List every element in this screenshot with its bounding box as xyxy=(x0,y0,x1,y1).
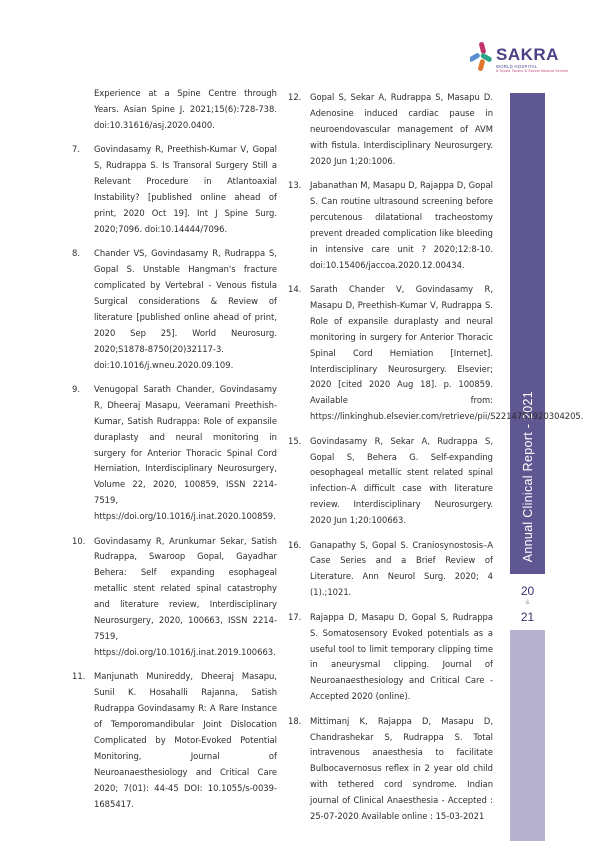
reference-number: 14. xyxy=(288,283,302,294)
sidebar-band-bottom xyxy=(510,630,545,841)
reference-item xyxy=(72,382,277,525)
logo-mark-icon xyxy=(470,40,494,74)
reference-text: Rajappa D, Masapu D, Gopal S, Rudrappa S. Somatosensory Evoked potentials as a useful tool to limit temporary clipping time in aneurysmal clipping. Journal of Neuroanaesthesiology and Critical Care - Accepted 2020 (online). xyxy=(310,611,493,702)
reference-item xyxy=(72,246,277,373)
page-number-block xyxy=(510,574,545,630)
reference-text: Govindasamy R, Preethish-Kumar V, Gopal S, Rudrappa S. Is Transoral Surgery Still a Relevant Procedure in Atlantoaxial Instability? [published online ahead of print, 2020 Oct 19]. Int J Spine Surg. 2020;7096. doi:10.14444/7096. xyxy=(94,144,277,234)
reference-text: Gopal S, Sekar A, Rudrappa S, Masapu D. Adenosine induced cardiac pause in neuroendovascular management of AVM with fistula. Interdisciplinary Neurosurgery. 2020 Jun 1;20:1006. xyxy=(310,92,493,166)
logo-name: SAKRA xyxy=(496,45,559,64)
references-left-column xyxy=(72,86,277,812)
reference-text: Govindasamy R, Arunkumar Sekar, Satish Rudrappa, Swaroop Gopal, Gayadhar Behera: Self expanding esophageal metallic stent related spinal catastrophy and literature review, Interdisciplinary Neurosurgery, 2020, 100663, ISSN 2214-7519, https://doi.org/10.1016/j.inat.2019.100663. xyxy=(94,535,277,657)
reference-number: 18. xyxy=(288,715,302,726)
reference-number: 7. xyxy=(72,144,80,155)
reference-item xyxy=(288,178,493,273)
reference-text: Experience at a Spine Centre through Years. Asian Spine J. 2021;15(6):728-738. doi:10.31616/asj.2020.0400. xyxy=(94,88,277,130)
reference-text: Ganapathy S, Gopal S. Craniosynostosis–A Case Series and a Brief Review of Literature. Ann Neurol Surg. 2020; 4 (1).;1021. xyxy=(310,539,493,598)
logo-tagline: A Toyota Tsusho & Secom Medical Venture xyxy=(496,69,569,73)
reference-number: 13. xyxy=(288,180,302,191)
reference-item xyxy=(288,610,493,705)
reference-text: Govindasamy R, Sekar A, Rudrappa S, Gopal S, Behera G. Self-expanding oesophageal metallic stent related spinal infection–A difficult case with literature review. Interdisciplinary Neurosurgery. 2020 Jun 1;20:100663. xyxy=(310,435,493,526)
reference-number: 17. xyxy=(288,611,302,622)
reference-text: Mittimanj K, Rajappa D, Masapu D, Chandrashekar S, Rudrappa S. Total intravenous anaesthesia to facilitate Bulbocavernosus reflex in 2 year old child with tethered cord syndrome. Indian journal of Clinical Anaesthesia - Accepted : 25-07-2020 Available online : 15-03-2021 xyxy=(310,715,493,822)
reference-text: Venugopal Sarath Chander, Govindasamy R, Dheeraj Masapu, Veeramani Preethish-Kumar, Satish Rudrappa: Role of expansile duraplasty and neural monitoring in surgery for Anterior Thoracic Spinal Cord Herniation, Interdisciplinary Neurosurgery, Volume 22, 2020, 100859, ISSN 2214-7519, https://doi.org/10.1016/j.inat.2020.100859. xyxy=(94,383,277,522)
reference-number: 11. xyxy=(72,671,86,682)
reference-item xyxy=(72,86,277,134)
sakra-logo xyxy=(470,40,569,80)
reference-number: 16. xyxy=(288,539,302,550)
reference-text: Manjunath Munireddy, Dheeraj Masapu, Sunil K. Hosahalli Rajanna, Satish Rudrappa Govindasamy R: A Rare Instance of Temporomandibular Joint Dislocation Complicated by Motor-Evoked Potential Monitoring, Journal of Neuroanaesthesiology and Critical Care 2020; 7(01): 44-45 DOI: 10.1055/s-0039-1685417. xyxy=(94,671,277,809)
report-title: Annual Clinical Report - 2021 xyxy=(520,390,535,562)
reference-number: 9. xyxy=(72,383,80,394)
reference-number: 12. xyxy=(288,92,302,102)
page-number-separator: & xyxy=(525,600,530,606)
page-number-left: 20 xyxy=(520,584,535,598)
reference-item xyxy=(288,282,584,425)
reference-item xyxy=(288,538,493,602)
reference-text: Jabanathan M, Masapu D, Rajappa D, Gopal S. Can routine ultrasound screening before percutenous dilatational tracheostomy prevent dreaded complication like bleeding in intensive care unit ? 2020;12:8-10. doi:10.15406/jaccoa.2020.12.00434. xyxy=(310,180,493,270)
logo-subtitle: WORLD HOSPITAL xyxy=(496,64,538,69)
sidebar-title-container xyxy=(510,93,545,574)
reference-number: 8. xyxy=(72,248,80,259)
reference-number: 15. xyxy=(288,435,302,446)
reference-item xyxy=(288,714,493,825)
page-number-right: 21 xyxy=(520,610,535,624)
reference-text: Chander VS, Govindasamy R, Rudrappa S, Gopal S. Unstable Hangman's fracture complicated by Vertebral - Venous fistula Surgical considerations & Review of literature [published online ahead of print, 2020 Sep 25]. World Neurosurg. 2020;S1878-8750(20)32117-3. doi:10.1016/j.wneu.2020.09.109. xyxy=(94,248,277,370)
reference-item xyxy=(288,90,493,170)
reference-item xyxy=(288,434,493,529)
reference-item xyxy=(72,142,277,237)
reference-number: 10. xyxy=(72,535,86,546)
reference-item xyxy=(72,534,277,661)
reference-text: Sarath Chander V, Govindasamy R, Masapu D, Preethish-Kumar V, Rudrappa S. Role of expansile duraplasty and neural monitoring in surgery for Anterior Thoracic Spinal Cord Herniation [Internet]. Interdisciplinary Neurosurgery. Elsevier; 2020 [cited 2020 Aug 18]. p. 100859. Available from: https://linkinghub.elsevier.com/retrieve/pii/S2214751920304205. xyxy=(310,283,584,422)
reference-item xyxy=(72,669,277,812)
